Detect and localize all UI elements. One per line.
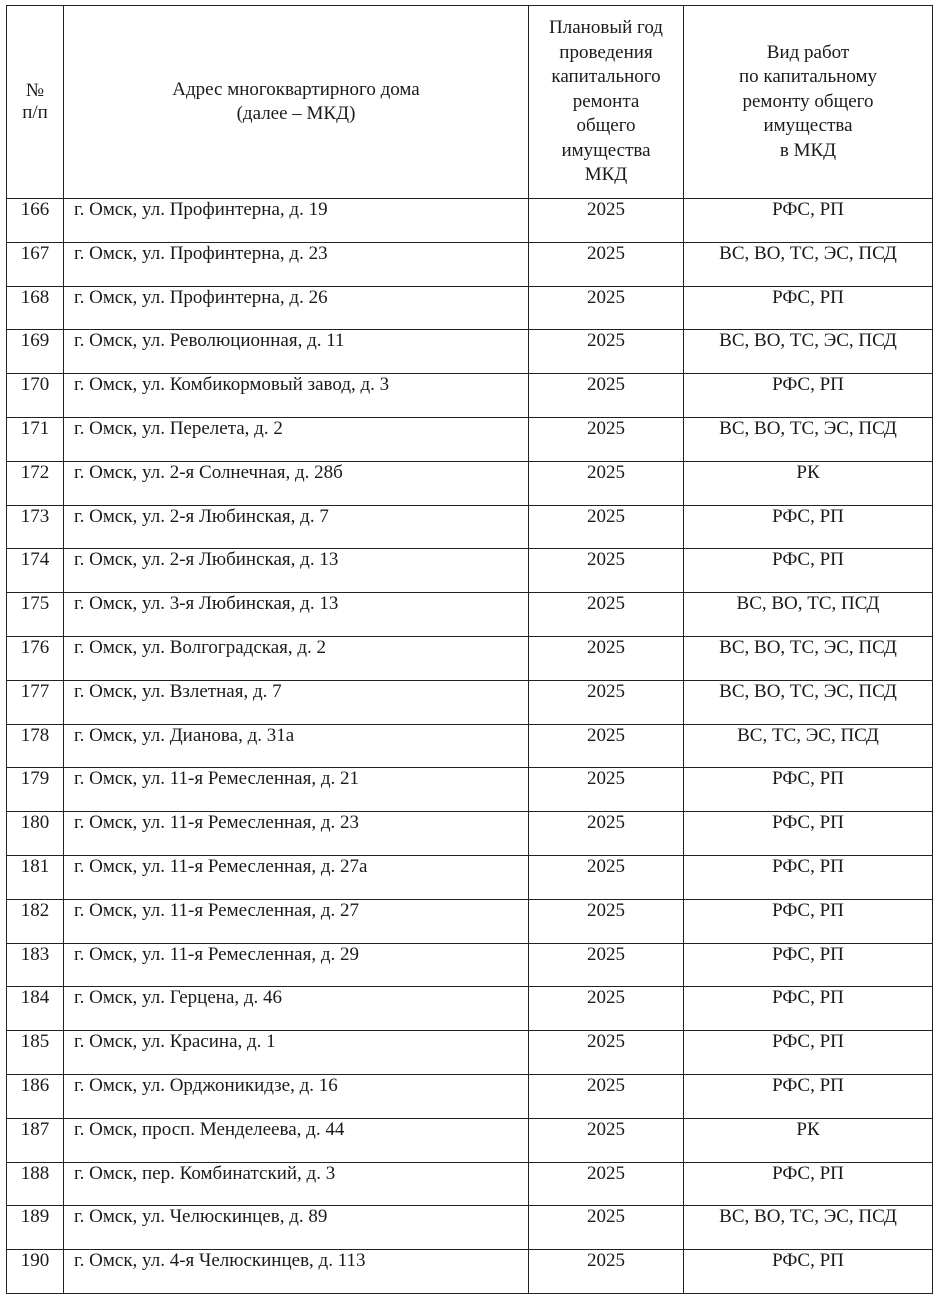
row-address: г. Омск, ул. 2-я Любинская, д. 13 xyxy=(64,549,529,593)
header-year-line: проведения xyxy=(559,41,653,63)
row-number: 166 xyxy=(7,199,64,243)
row-number: 184 xyxy=(7,987,64,1031)
row-year: 2025 xyxy=(529,199,684,243)
row-work-type: ВС, ВО, ТС, ЭС, ПСД xyxy=(684,330,933,374)
row-year: 2025 xyxy=(529,724,684,768)
row-address: г. Омск, ул. Красина, д. 1 xyxy=(64,1031,529,1075)
row-year: 2025 xyxy=(529,636,684,680)
row-address: г. Омск, ул. Челюскинцев, д. 89 xyxy=(64,1206,529,1250)
row-year: 2025 xyxy=(529,1031,684,1075)
row-address: г. Омск, ул. 11-я Ремесленная, д. 29 xyxy=(64,943,529,987)
row-work-type: РФС, РП xyxy=(684,812,933,856)
row-year: 2025 xyxy=(529,549,684,593)
row-number: 178 xyxy=(7,724,64,768)
table-row xyxy=(7,1031,933,1075)
table-row xyxy=(7,242,933,286)
row-number: 190 xyxy=(7,1250,64,1294)
row-work-type: РФС, РП xyxy=(684,199,933,243)
row-year: 2025 xyxy=(529,899,684,943)
row-address: г. Омск, ул. 11-я Ремесленная, д. 27а xyxy=(64,855,529,899)
row-year: 2025 xyxy=(529,1162,684,1206)
row-address: г. Омск, ул. 11-я Ремесленная, д. 21 xyxy=(64,768,529,812)
row-year: 2025 xyxy=(529,987,684,1031)
row-address: г. Омск, ул. Герцена, д. 46 xyxy=(64,987,529,1031)
table-row xyxy=(7,330,933,374)
row-number: 180 xyxy=(7,812,64,856)
row-work-type: РФС, РП xyxy=(684,1162,933,1206)
table-body xyxy=(7,199,933,1294)
row-address: г. Омск, ул. Профинтерна, д. 23 xyxy=(64,242,529,286)
row-number: 175 xyxy=(7,593,64,637)
row-year: 2025 xyxy=(529,1118,684,1162)
row-number: 168 xyxy=(7,286,64,330)
row-address: г. Омск, ул. Профинтерна, д. 19 xyxy=(64,199,529,243)
row-year: 2025 xyxy=(529,768,684,812)
table-row xyxy=(7,199,933,243)
table-row xyxy=(7,461,933,505)
row-work-type: РФС, РП xyxy=(684,1250,933,1294)
row-work-type: ВС, ВО, ТС, ЭС, ПСД xyxy=(684,1206,933,1250)
row-work-type: ВС, ВО, ТС, ЭС, ПСД xyxy=(684,417,933,461)
row-address: г. Омск, ул. Революционная, д. 11 xyxy=(64,330,529,374)
header-num-line: п/п xyxy=(22,102,48,123)
row-work-type: РФС, РП xyxy=(684,286,933,330)
row-work-type: ВС, ВО, ТС, ЭС, ПСД xyxy=(684,636,933,680)
table-row xyxy=(7,549,933,593)
row-year: 2025 xyxy=(529,286,684,330)
header-year-line: МКД xyxy=(584,164,628,186)
table-row xyxy=(7,636,933,680)
row-work-type: РФС, РП xyxy=(684,1074,933,1118)
row-work-type: РФС, РП xyxy=(684,1031,933,1075)
header-address xyxy=(64,6,529,199)
table-row xyxy=(7,286,933,330)
row-number: 167 xyxy=(7,242,64,286)
header-work-type-line: по капитальному xyxy=(739,66,877,88)
table-row xyxy=(7,943,933,987)
row-number: 185 xyxy=(7,1031,64,1075)
header-year-line: имущества xyxy=(561,139,651,161)
row-address: г. Омск, ул. 11-я Ремесленная, д. 23 xyxy=(64,812,529,856)
table-header xyxy=(7,6,933,199)
header-num xyxy=(7,6,64,199)
row-year: 2025 xyxy=(529,417,684,461)
row-number: 169 xyxy=(7,330,64,374)
header-work-type-line: имущества xyxy=(763,115,853,137)
table-row xyxy=(7,593,933,637)
row-work-type: РФС, РП xyxy=(684,987,933,1031)
row-year: 2025 xyxy=(529,680,684,724)
header-year-line: капитального xyxy=(551,66,661,88)
row-number: 176 xyxy=(7,636,64,680)
row-address: г. Омск, ул. Дианова, д. 31а xyxy=(64,724,529,768)
row-work-type: ВС, ВО, ТС, ЭС, ПСД xyxy=(684,242,933,286)
row-number: 177 xyxy=(7,680,64,724)
row-number: 171 xyxy=(7,417,64,461)
row-address: г. Омск, ул. 3-я Любинская, д. 13 xyxy=(64,593,529,637)
row-year: 2025 xyxy=(529,242,684,286)
row-year: 2025 xyxy=(529,593,684,637)
row-address: г. Омск, пер. Комбинатский, д. 3 xyxy=(64,1162,529,1206)
table-row xyxy=(7,1206,933,1250)
capital-repair-table xyxy=(6,5,933,1294)
header-address-line: (далее – МКД) xyxy=(236,103,356,124)
row-work-type: РК xyxy=(684,461,933,505)
row-year: 2025 xyxy=(529,1206,684,1250)
row-work-type: РФС, РП xyxy=(684,374,933,418)
header-year xyxy=(529,6,684,199)
row-number: 183 xyxy=(7,943,64,987)
table-row xyxy=(7,812,933,856)
row-work-type: ВС, ВО, ТС, ЭС, ПСД xyxy=(684,680,933,724)
row-number: 179 xyxy=(7,768,64,812)
table-row xyxy=(7,1250,933,1294)
header-year-line: ремонта xyxy=(572,90,640,112)
row-work-type: РФС, РП xyxy=(684,549,933,593)
row-work-type: РФС, РП xyxy=(684,505,933,549)
row-year: 2025 xyxy=(529,461,684,505)
header-num-line: № xyxy=(25,80,45,101)
row-year: 2025 xyxy=(529,330,684,374)
row-address: г. Омск, ул. 4-я Челюскинцев, д. 113 xyxy=(64,1250,529,1294)
table-row xyxy=(7,505,933,549)
row-work-type: РФС, РП xyxy=(684,768,933,812)
row-address: г. Омск, ул. Профинтерна, д. 26 xyxy=(64,286,529,330)
row-year: 2025 xyxy=(529,1074,684,1118)
row-address: г. Омск, ул. Волгоградская, д. 2 xyxy=(64,636,529,680)
table-row xyxy=(7,417,933,461)
table-row xyxy=(7,899,933,943)
row-number: 172 xyxy=(7,461,64,505)
row-work-type: РФС, РП xyxy=(684,899,933,943)
row-year: 2025 xyxy=(529,1250,684,1294)
table-row xyxy=(7,680,933,724)
row-number: 174 xyxy=(7,549,64,593)
row-year: 2025 xyxy=(529,505,684,549)
row-address: г. Омск, ул. Перелета, д. 2 xyxy=(64,417,529,461)
row-work-type: РФС, РП xyxy=(684,855,933,899)
header-work-type-line: Вид работ xyxy=(766,41,850,63)
row-number: 189 xyxy=(7,1206,64,1250)
row-address: г. Омск, ул. Взлетная, д. 7 xyxy=(64,680,529,724)
row-number: 187 xyxy=(7,1118,64,1162)
row-address: г. Омск, ул. 2-я Солнечная, д. 28б xyxy=(64,461,529,505)
row-number: 173 xyxy=(7,505,64,549)
header-row xyxy=(7,6,933,199)
row-year: 2025 xyxy=(529,943,684,987)
row-address: г. Омск, ул. 2-я Любинская, д. 7 xyxy=(64,505,529,549)
header-work-type xyxy=(684,6,933,199)
table-row xyxy=(7,987,933,1031)
row-work-type: ВС, ВО, ТС, ПСД xyxy=(684,593,933,637)
table-row xyxy=(7,1074,933,1118)
row-work-type: РК xyxy=(684,1118,933,1162)
row-address: г. Омск, ул. Орджоникидзе, д. 16 xyxy=(64,1074,529,1118)
table-row xyxy=(7,855,933,899)
row-address: г. Омск, ул. 11-я Ремесленная, д. 27 xyxy=(64,899,529,943)
row-number: 188 xyxy=(7,1162,64,1206)
row-number: 186 xyxy=(7,1074,64,1118)
table-row xyxy=(7,1162,933,1206)
row-year: 2025 xyxy=(529,855,684,899)
row-number: 182 xyxy=(7,899,64,943)
header-work-type-line: ремонту общего xyxy=(742,90,874,112)
header-work-type-line: в МКД xyxy=(779,139,837,161)
row-number: 170 xyxy=(7,374,64,418)
header-year-line: Плановый год xyxy=(549,17,663,39)
row-address: г. Омск, просп. Менделеева, д. 44 xyxy=(64,1118,529,1162)
row-year: 2025 xyxy=(529,812,684,856)
row-work-type: РФС, РП xyxy=(684,943,933,987)
row-number: 181 xyxy=(7,855,64,899)
header-address-line: Адрес многоквартирного дома xyxy=(172,78,420,100)
table-row xyxy=(7,768,933,812)
row-work-type: ВС, ТС, ЭС, ПСД xyxy=(684,724,933,768)
table-row xyxy=(7,1118,933,1162)
row-address: г. Омск, ул. Комбикормовый завод, д. 3 xyxy=(64,374,529,418)
table-row xyxy=(7,724,933,768)
header-year-line: общего xyxy=(576,115,636,137)
table-row xyxy=(7,374,933,418)
row-year: 2025 xyxy=(529,374,684,418)
